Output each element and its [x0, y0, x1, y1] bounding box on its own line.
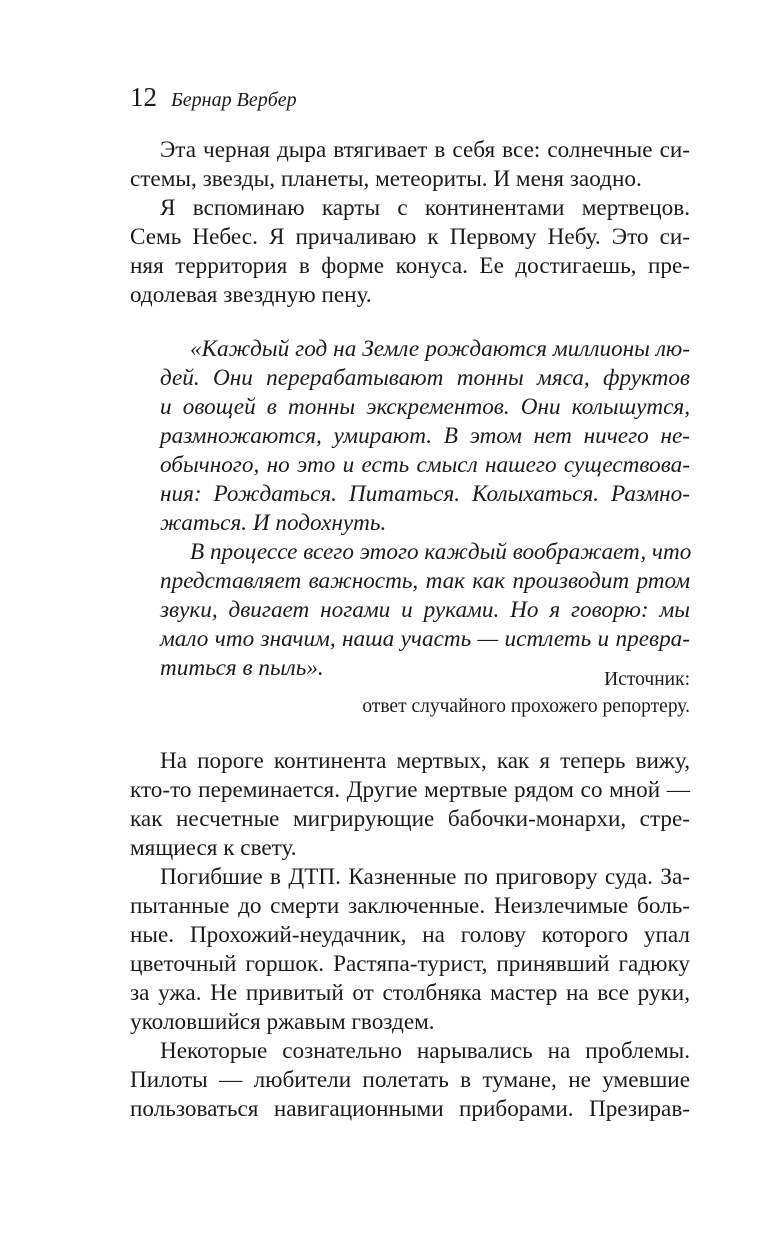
paragraph-line: цветочный горшок. Растяпа-турист, принявший гадюку — [130, 951, 690, 977]
paragraph-line: стемы, звезды, планеты, метеориты. И меня заодно. — [130, 166, 642, 192]
quote-line: размножаются, умирают. В этом нет ничего не- — [160, 423, 690, 449]
paragraph-line: ные. Прохожий-неудачник, на голову которого упал — [130, 922, 690, 948]
paragraph-line: мящиеся к свету. — [130, 835, 297, 861]
paragraph-line: уколовшийся ржавым гвоздем. — [130, 1009, 435, 1035]
paragraph-line: Семь Небес. Я причаливаю к Первому Небу. Это си- — [130, 224, 690, 250]
source-label: Источник: — [604, 669, 690, 690]
quote-line: титься в пыль». — [160, 655, 324, 681]
quote-line: и овощей в тонны экскрементов. Они колышутся, — [160, 394, 690, 420]
quote-line: жаться. И подохнуть. — [160, 510, 387, 536]
quote-line: представляет важность, так как производит ртом — [160, 568, 690, 594]
quote-line: ния: Рождаться. Питаться. Колыхаться. Размно- — [160, 481, 690, 507]
paragraph-line: На пороге континента мертвых, как я теперь вижу, — [160, 748, 690, 774]
paragraph-line: няя территория в форме конуса. Ее достигаешь, пре- — [130, 253, 690, 279]
running-header — [130, 82, 297, 118]
quote-line: дей. Они перерабатывают тонны мяса, фруктов — [160, 365, 690, 391]
running-title: Бернар Вербер — [171, 89, 297, 111]
paragraph-line: как несчетные мигрирующие бабочки-монархи, стре- — [130, 806, 690, 832]
quote-line: В процессе всего этого каждый воображает, что — [190, 539, 692, 565]
page-number: 12 — [130, 82, 157, 112]
paragraph-line: кто-то переминается. Другие мертвые рядом со мной — — [130, 777, 690, 803]
paragraph-line: одолевая звездную пену. — [130, 282, 372, 308]
paragraph-line: пользоваться навигационными приборами. Презирав- — [130, 1096, 690, 1122]
quote-line: мало что значим, наша участь — истлеть и превра- — [160, 626, 690, 652]
paragraph-line: пытанные до смерти заключенные. Неизлечимые боль- — [130, 893, 690, 919]
paragraph-line: Погибшие в ДТП. Казненные по приговору суда. За- — [160, 864, 690, 890]
paragraph-line: за ужа. Не привитый от столбняка мастер на все руки, — [130, 980, 690, 1006]
source-text: ответ случайного прохожего репортеру. — [362, 696, 690, 717]
paragraph-line: Эта черная дыра втягивает в себя все: солнечные си- — [160, 137, 690, 163]
paragraph-line: Я вспоминаю карты с континентами мертвецов. — [160, 195, 690, 221]
paragraph-line: Некоторые сознательно нарывались на проблемы. — [160, 1038, 690, 1064]
quote-line: «Каждый год на Земле рождаются миллионы лю- — [190, 336, 690, 362]
paragraph-line: Пилоты — любители полетать в тумане, не умевшие — [130, 1067, 690, 1093]
quote-line: звуки, двигает ногами и руками. Но я говорю: мы — [160, 597, 690, 623]
quote-line: обычного, но это и есть смысл нашего существова- — [160, 452, 690, 478]
